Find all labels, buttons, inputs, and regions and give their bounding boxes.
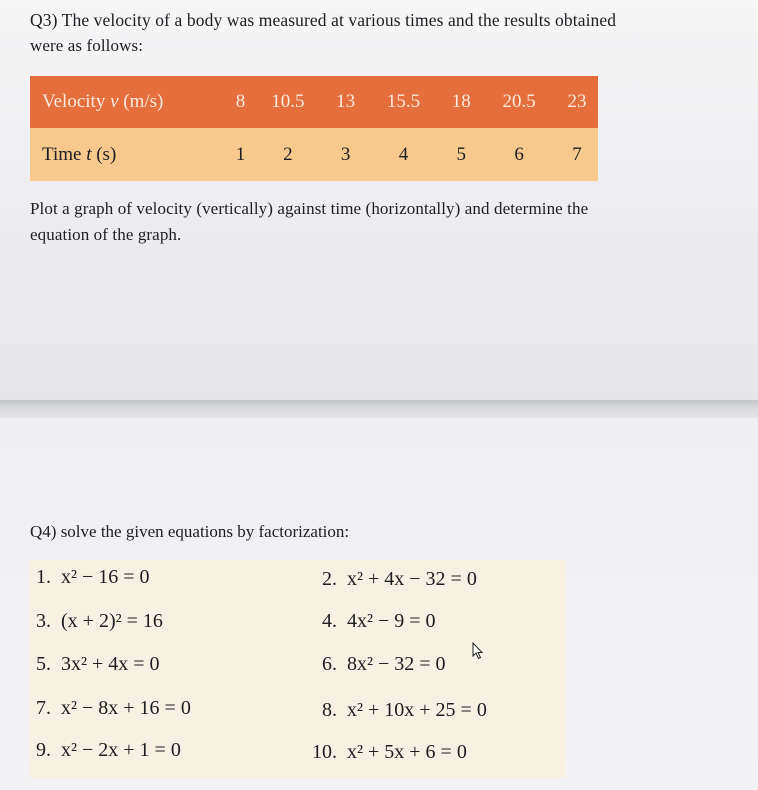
equation-text: x² − 16 = 0 [61, 566, 150, 588]
equation-number: 4. [322, 610, 337, 632]
equation-10 [312, 741, 467, 764]
equation-text: x² + 4x − 32 = 0 [347, 568, 477, 590]
velocity-header [30, 76, 230, 128]
velocity-cell: 8 [230, 76, 251, 128]
time-unit: (s) [96, 143, 117, 165]
time-cell: 3 [325, 128, 367, 181]
time-cell: 1 [230, 128, 251, 181]
equation-8 [322, 699, 487, 722]
velocity-label: Velocity [42, 91, 106, 112]
q3-intro-line-2: were as follows: [30, 36, 144, 55]
equation-text: x² − 2x + 1 = 0 [61, 739, 181, 761]
time-cell: 6 [482, 128, 556, 181]
time-symbol: t [86, 143, 92, 165]
velocity-time-table [30, 76, 598, 181]
velocity-cell: 13 [325, 76, 367, 128]
equation-text: x² − 8x + 16 = 0 [61, 697, 191, 719]
mouse-cursor-icon [472, 642, 484, 660]
time-cell: 7 [556, 128, 598, 181]
velocity-cell: 15.5 [367, 76, 441, 128]
equation-number: 2. [322, 568, 337, 590]
equation-1 [36, 566, 150, 589]
equation-number: 5. [36, 653, 51, 675]
velocity-symbol: v [110, 91, 119, 112]
q3-prompt-line-1: Plot a graph of velocity (vertically) against time (horizontally) and determine the [30, 199, 589, 218]
time-cell: 2 [251, 128, 325, 181]
equation-text: 3x² + 4x = 0 [61, 653, 160, 675]
equation-3 [36, 610, 163, 633]
equation-7 [36, 697, 191, 720]
equation-number: 9. [36, 739, 51, 761]
equation-number: 8. [322, 699, 337, 721]
equation-5 [36, 653, 160, 676]
velocity-cell: 23 [556, 76, 598, 128]
equation-2 [322, 568, 477, 591]
time-cell: 4 [367, 128, 441, 181]
q4-title: Q4) solve the given equations by factorization: [30, 522, 350, 541]
q3-intro-line-1: Q3) The velocity of a body was measured at various times and the results obtained [30, 10, 617, 30]
equation-text: x² + 10x + 25 = 0 [347, 699, 487, 721]
equation-text: (x + 2)² = 16 [61, 610, 163, 632]
equation-4 [322, 610, 436, 633]
equation-number: 3. [36, 610, 51, 632]
equation-9 [36, 739, 181, 762]
velocity-unit: (m/s) [123, 91, 164, 112]
time-row [30, 128, 598, 181]
time-header [30, 128, 230, 181]
equation-text: x² + 5x + 6 = 0 [347, 741, 467, 763]
equation-text: 4x² − 9 = 0 [347, 610, 436, 632]
velocity-cell: 18 [440, 76, 482, 128]
equation-number: 6. [322, 653, 337, 675]
equation-text: 8x² − 32 = 0 [347, 653, 446, 675]
time-label: Time [42, 143, 82, 165]
equation-number: 7. [36, 697, 51, 719]
equation-6 [322, 653, 446, 676]
equation-number: 10. [312, 741, 337, 763]
time-cell: 5 [440, 128, 482, 181]
velocity-cell: 20.5 [482, 76, 556, 128]
velocity-cell: 10.5 [251, 76, 325, 128]
panel-divider [0, 400, 758, 418]
equation-number: 1. [36, 566, 51, 588]
velocity-row [30, 76, 598, 128]
q3-prompt-line-2: equation of the graph. [30, 225, 182, 244]
